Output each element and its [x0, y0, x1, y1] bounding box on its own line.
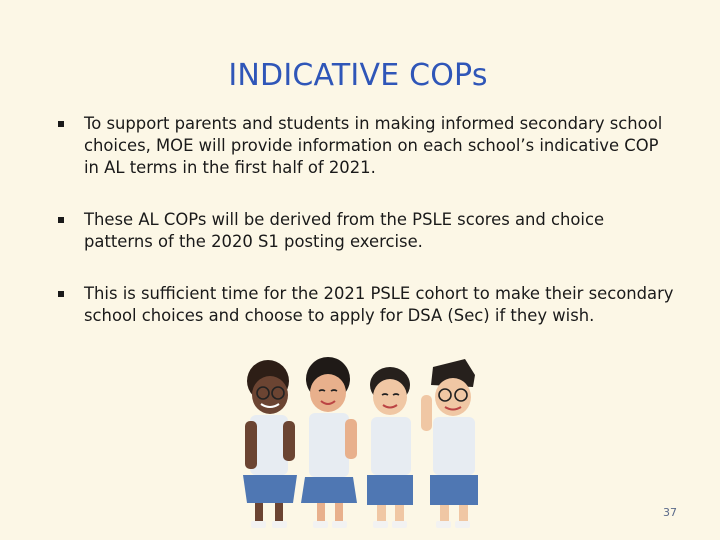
student-figure	[301, 357, 357, 528]
bullet-item	[58, 209, 678, 253]
bullet-item	[58, 113, 678, 179]
bullet-text: This is sufficient time for the 2021 PSLE cohort to make their secondary school choices and choose to apply for DSA (Sec) if they wish.	[84, 284, 674, 325]
bullet-item	[58, 283, 678, 327]
student-figure	[243, 360, 297, 528]
bullet-text: These AL COPs will be derived from the PSLE scores and choice patterns of the 2020 S1 posting exercise.	[84, 210, 605, 251]
bullet-text: To support parents and students in making informed secondary school choices, MOE will provide information on each school’s indicative COP in AL terms in the first half of 2021.	[84, 114, 663, 177]
square-bullet-icon	[58, 291, 64, 297]
students-illustration	[225, 355, 500, 535]
square-bullet-icon	[58, 217, 64, 223]
bullet-list	[58, 113, 678, 357]
page-number: 37	[663, 506, 677, 519]
slide-title: INDICATIVE COPs	[228, 58, 488, 93]
student-figure	[367, 367, 413, 528]
square-bullet-icon	[58, 121, 64, 127]
student-figure	[421, 359, 478, 528]
